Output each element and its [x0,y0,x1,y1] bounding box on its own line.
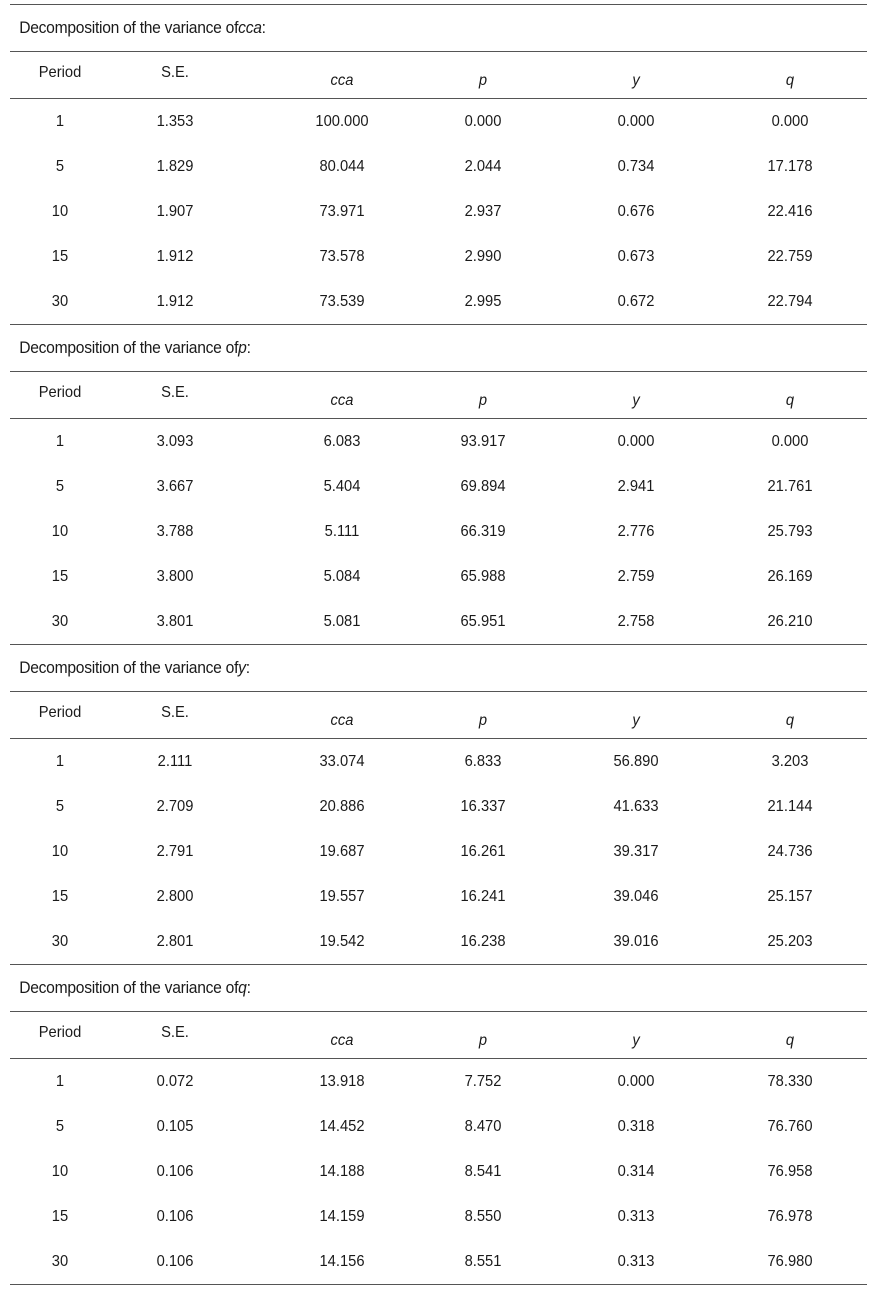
column-header: Period [38,384,82,401]
column-header: S.E. [161,704,189,721]
table-cell: 39.016 [613,932,659,950]
table-cell: 65.988 [460,567,506,585]
column-header: p [478,392,488,409]
table-cell: 2.758 [617,612,655,630]
table-row [10,874,867,919]
table-cell: 26.210 [767,612,813,630]
table-cell: 56.890 [613,752,659,770]
table-cell: 0.000 [617,1072,655,1090]
variance-decomposition-table [10,4,867,1285]
table-cell: 76.958 [767,1162,813,1180]
column-header: y [632,712,640,729]
table-cell: 39.046 [613,887,659,905]
panel-title-suffix: : [245,658,250,677]
table-cell: 20.886 [319,797,365,815]
table-cell: 76.760 [767,1117,813,1135]
table-row [10,739,867,784]
table-cell: 2.759 [617,567,655,585]
table-cell: 0.000 [617,432,655,450]
table-cell: 0.000 [771,432,809,450]
table-cell: 0.313 [617,1207,655,1225]
table-cell: 6.833 [464,752,502,770]
column-header: Period [38,704,82,721]
header-row [10,692,867,738]
table-cell: 30 [51,292,69,310]
table-cell: 33.074 [319,752,365,770]
panel-title-variable: cca [238,18,262,37]
table-cell: 8.551 [464,1252,502,1270]
table-cell: 19.687 [319,842,365,860]
column-header: Period [38,1024,82,1041]
table-cell: 0.000 [464,112,502,130]
table-cell: 16.337 [460,797,506,815]
table-cell: 19.557 [319,887,365,905]
header-row [10,52,867,98]
table-row [10,599,867,644]
table-cell: 1.353 [156,112,194,130]
table-cell: 0.072 [156,1072,194,1090]
table-cell: 73.539 [319,292,365,310]
panel-title-variable: q [238,978,247,997]
table-cell: 30 [51,932,69,950]
table-cell: 2.801 [156,932,194,950]
table-cell: 3.801 [156,612,194,630]
table-cell: 25.157 [767,887,813,905]
table-cell: 15 [51,887,69,905]
table-row [10,1194,867,1239]
column-header: p [478,72,488,89]
table-cell: 10 [51,522,69,540]
column-header: y [632,392,640,409]
table-cell: 0.672 [617,292,655,310]
table-cell: 0.318 [617,1117,655,1135]
table-cell: 0.106 [156,1162,194,1180]
header-row [10,1012,867,1058]
header-row [10,372,867,418]
table-cell: 2.937 [464,202,502,220]
table-cell: 5 [55,1117,65,1135]
table-cell: 21.144 [767,797,813,815]
table-cell: 2.941 [617,477,655,495]
table-cell: 80.044 [319,157,365,175]
table-cell: 5 [55,797,65,815]
variance-panel [10,4,867,324]
table-cell: 13.918 [319,1072,365,1090]
table-cell: 3.093 [156,432,194,450]
table-cell: 25.793 [767,522,813,540]
table-cell: 8.541 [464,1162,502,1180]
column-header: cca [330,712,354,729]
table-cell: 1.907 [156,202,194,220]
table-cell: 5.084 [323,567,361,585]
table-cell: 3.800 [156,567,194,585]
table-cell: 21.761 [767,477,813,495]
column-header: q [785,712,795,729]
table-cell: 39.317 [613,842,659,860]
table-cell: 93.917 [460,432,506,450]
table-cell: 5 [55,477,65,495]
table-cell: 100.000 [315,112,369,130]
table-cell: 16.261 [460,842,506,860]
table-cell: 0.676 [617,202,655,220]
table-cell: 1.912 [156,292,194,310]
table-cell: 73.578 [319,247,365,265]
table-cell: 10 [51,1162,69,1180]
table-cell: 30 [51,1252,69,1270]
table-cell: 17.178 [767,157,813,175]
table-cell: 2.995 [464,292,502,310]
table-cell: 1 [55,432,65,450]
table-cell: 8.550 [464,1207,502,1225]
column-header: S.E. [161,64,189,81]
table-cell: 3.788 [156,522,194,540]
table-cell: 8.470 [464,1117,502,1135]
table-cell: 69.894 [460,477,506,495]
table-cell: 15 [51,247,69,265]
column-header: cca [330,392,354,409]
table-cell: 0.734 [617,157,655,175]
table-cell: 1 [55,112,65,130]
table-cell: 2.776 [617,522,655,540]
table-cell: 24.736 [767,842,813,860]
table-cell: 5.111 [324,522,360,540]
column-header: q [785,392,795,409]
table-row [10,919,867,964]
table-row [10,784,867,829]
panel-title-suffix: : [261,18,266,37]
column-header: q [785,1032,795,1049]
table-cell: 73.971 [319,202,365,220]
table-row [10,279,867,324]
table-cell: 16.241 [460,887,506,905]
variance-panel [10,644,867,964]
column-header: y [632,1032,640,1049]
table-row [10,1239,867,1284]
table-cell: 1 [55,1072,65,1090]
table-cell: 10 [51,202,69,220]
panel-title [10,965,798,1011]
table-cell: 3.667 [156,477,194,495]
variance-panel [10,964,867,1284]
table-cell: 6.083 [323,432,361,450]
panel-title-variable: p [238,338,247,357]
table-row [10,1149,867,1194]
table-cell: 22.794 [767,292,813,310]
table-row [10,509,867,554]
table-cell: 78.330 [767,1072,813,1090]
table-cell: 5.081 [323,612,361,630]
table-cell: 2.800 [156,887,194,905]
panel-title-prefix: Decomposition of the variance of [19,338,239,357]
column-header: S.E. [161,1024,189,1041]
table-cell: 2.990 [464,247,502,265]
table-cell: 41.633 [613,797,659,815]
table-cell: 0.313 [617,1252,655,1270]
column-header: Period [38,64,82,81]
panel-title [10,645,798,691]
table-cell: 66.319 [460,522,506,540]
table-cell: 15 [51,567,69,585]
table-cell: 14.156 [319,1252,365,1270]
column-header: cca [330,72,354,89]
table-row [10,554,867,599]
table-cell: 14.452 [319,1117,365,1135]
panel-title-prefix: Decomposition of the variance of [19,658,239,677]
table-cell: 0.106 [156,1207,194,1225]
panel-title-prefix: Decomposition of the variance of [19,978,239,997]
table-cell: 0.000 [771,112,809,130]
table-cell: 0.106 [156,1252,194,1270]
table-cell: 76.978 [767,1207,813,1225]
panel-title [10,5,798,51]
table-cell: 2.791 [156,842,194,860]
table-cell: 1 [55,752,65,770]
table-cell: 14.159 [319,1207,365,1225]
rule-line [10,1284,867,1285]
table-cell: 5 [55,157,65,175]
table-cell: 0.105 [156,1117,194,1135]
table-cell: 5.404 [323,477,361,495]
table-row [10,419,867,464]
column-header: p [478,1032,488,1049]
column-header: y [632,72,640,89]
table-row [10,189,867,234]
table-row [10,234,867,279]
table-row [10,1104,867,1149]
table-cell: 1.912 [156,247,194,265]
column-header: cca [330,1032,354,1049]
table-row [10,144,867,189]
table-cell: 2.044 [464,157,502,175]
table-cell: 14.188 [319,1162,365,1180]
table-cell: 0.000 [617,112,655,130]
panel-title-variable: y [238,658,246,677]
table-cell: 3.203 [771,752,809,770]
table-cell: 15 [51,1207,69,1225]
panel-title-suffix: : [246,338,251,357]
column-header: q [785,72,795,89]
column-header: S.E. [161,384,189,401]
table-cell: 2.709 [156,797,194,815]
table-cell: 25.203 [767,932,813,950]
table-cell: 19.542 [319,932,365,950]
table-row [10,464,867,509]
table-cell: 22.759 [767,247,813,265]
table-cell: 10 [51,842,69,860]
table-row [10,99,867,144]
table-cell: 0.314 [617,1162,655,1180]
table-cell: 1.829 [156,157,194,175]
table-cell: 2.111 [157,752,193,770]
panel-title-prefix: Decomposition of the variance of [19,18,239,37]
table-row [10,829,867,874]
table-cell: 0.673 [617,247,655,265]
table-cell: 7.752 [464,1072,502,1090]
panel-title-suffix: : [246,978,251,997]
table-cell: 65.951 [460,612,506,630]
variance-panel [10,324,867,644]
column-header: p [478,712,488,729]
table-cell: 26.169 [767,567,813,585]
table-cell: 76.980 [767,1252,813,1270]
table-cell: 22.416 [767,202,813,220]
table-cell: 16.238 [460,932,506,950]
table-row [10,1059,867,1104]
panel-title [10,325,798,371]
table-cell: 30 [51,612,69,630]
